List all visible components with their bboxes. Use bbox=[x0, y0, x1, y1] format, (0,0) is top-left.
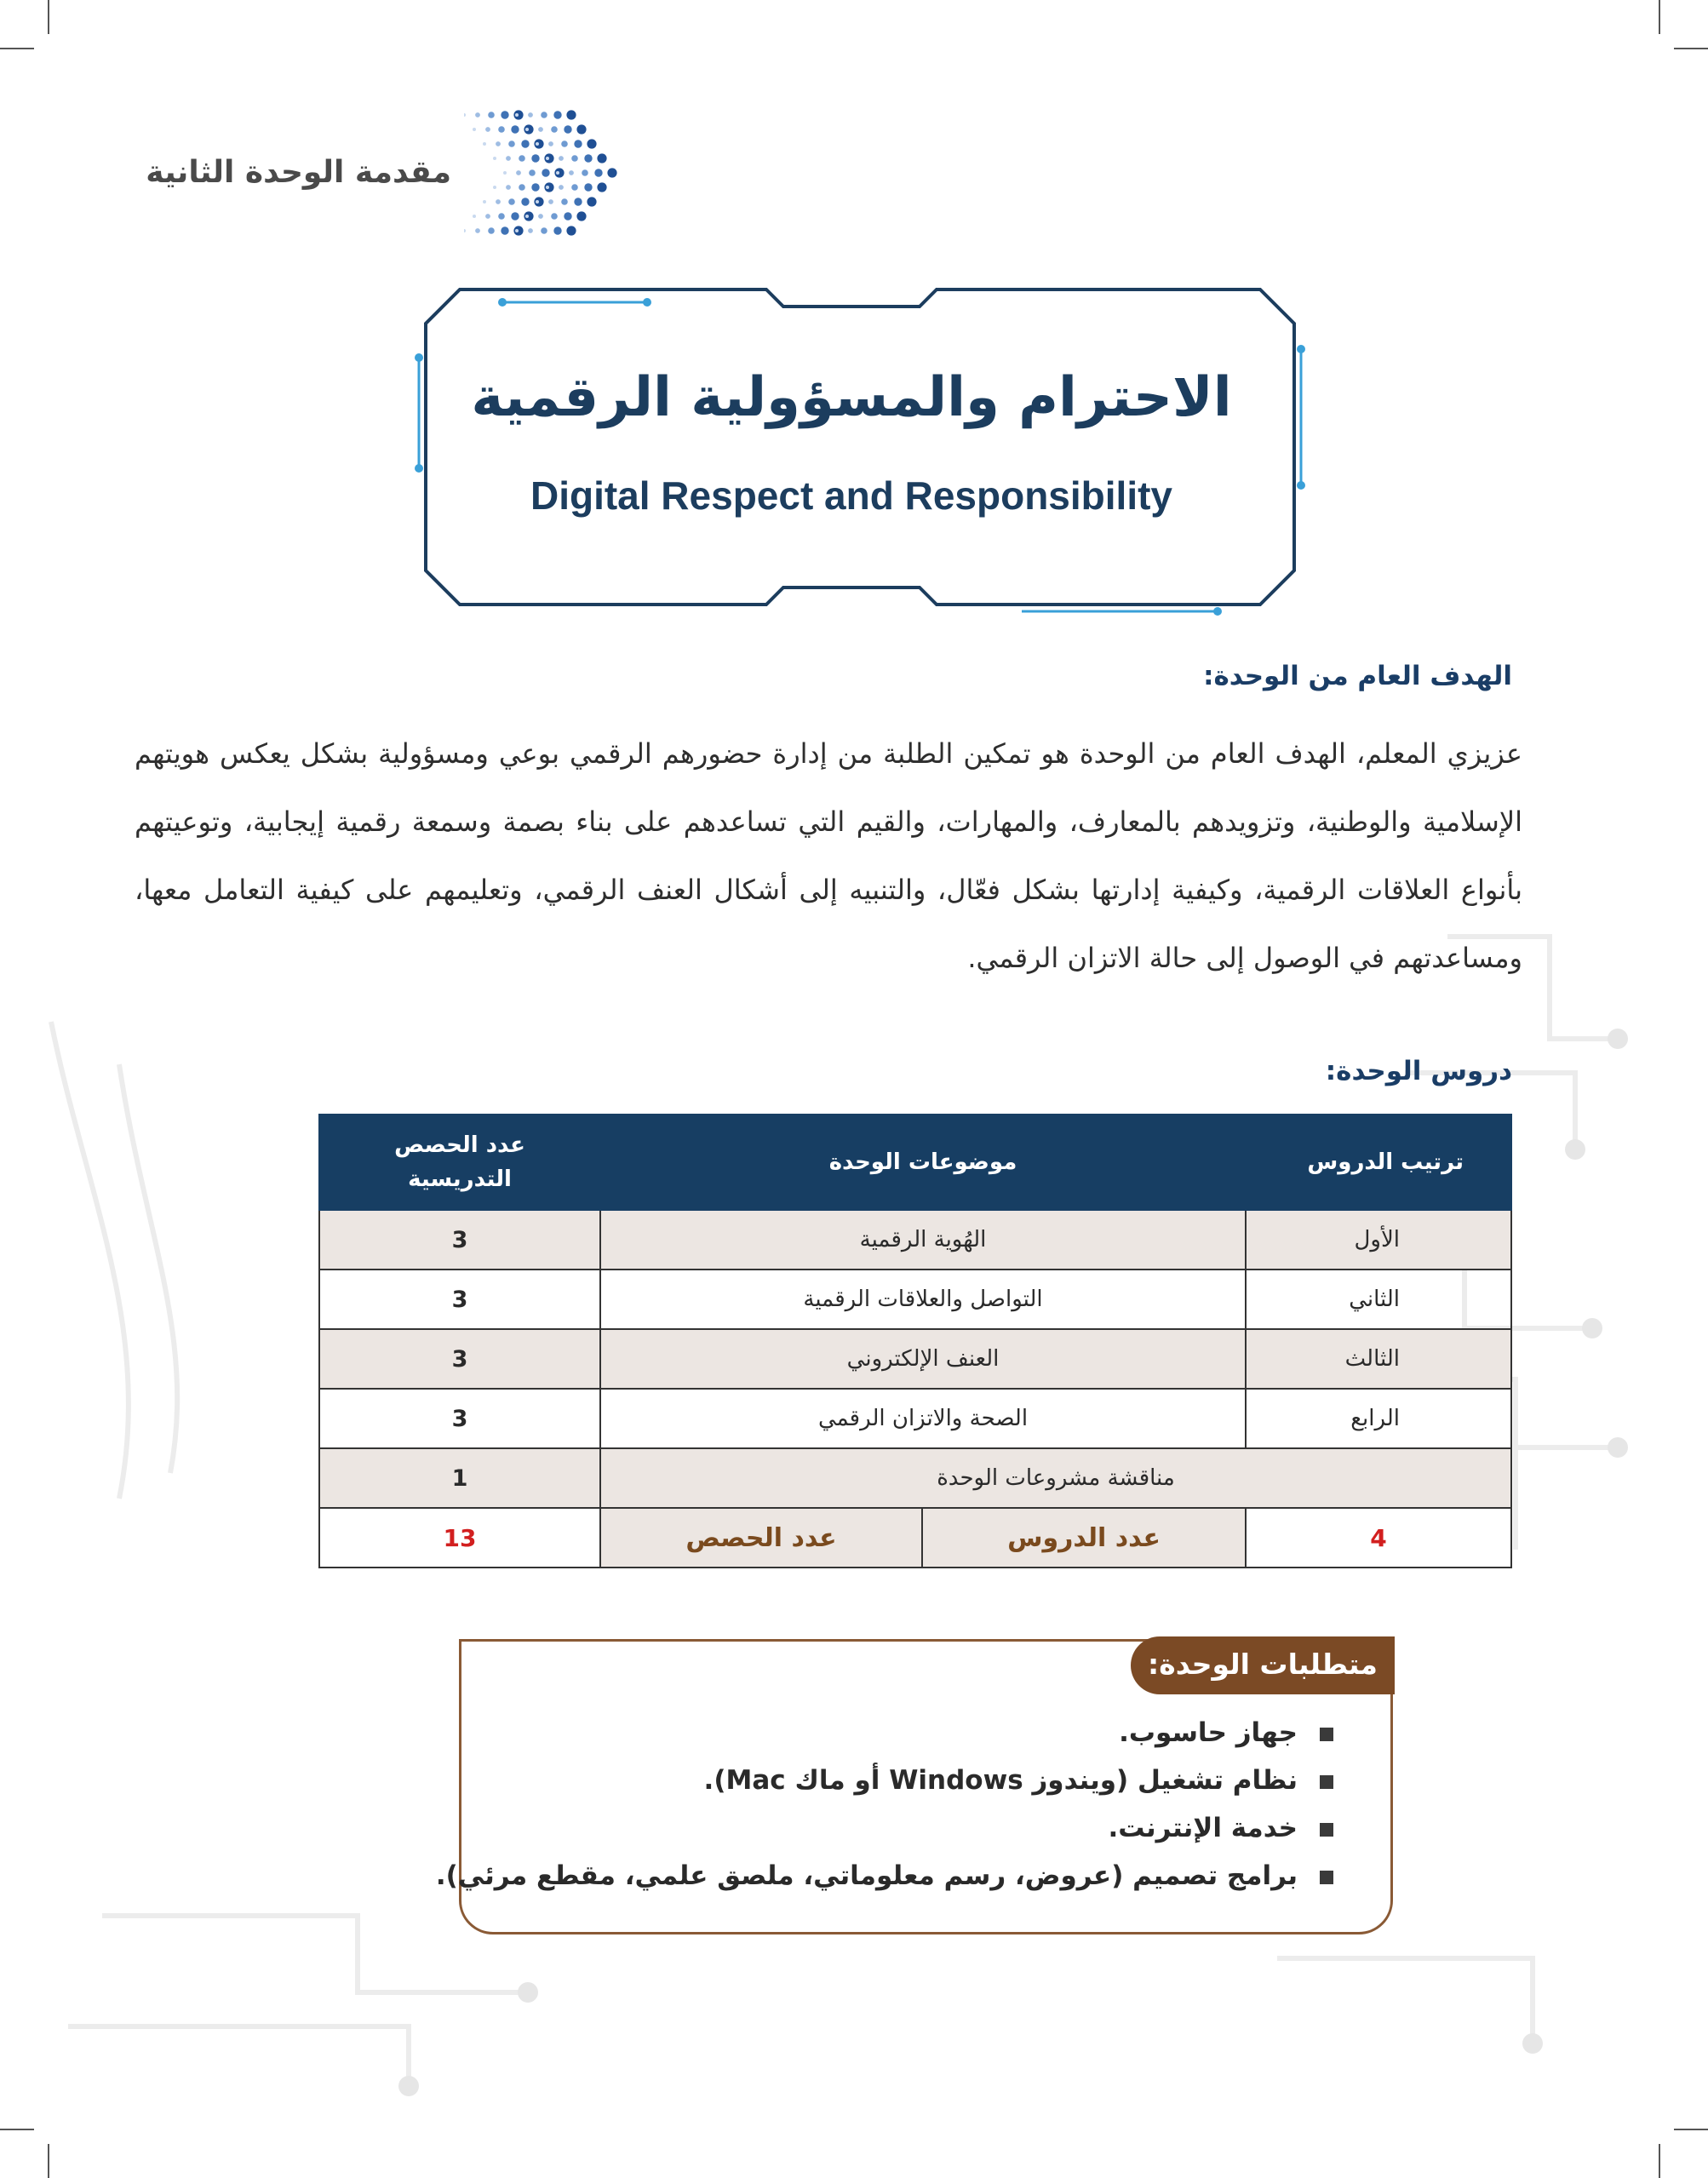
total-sessions-count: 13 bbox=[319, 1508, 600, 1568]
table-row bbox=[319, 1270, 1511, 1329]
table-row bbox=[319, 1389, 1511, 1448]
crop-mark bbox=[1659, 0, 1660, 34]
goal-heading: الهدف العام من الوحدة: bbox=[1203, 661, 1512, 691]
column-header: موضوعات الوحدة bbox=[600, 1115, 1246, 1210]
lessons-table bbox=[318, 1114, 1512, 1568]
square-bullet-icon bbox=[1320, 1823, 1333, 1837]
column-header: ترتيب الدروس bbox=[1246, 1115, 1511, 1210]
table-row-projects bbox=[319, 1448, 1511, 1508]
requirements-list bbox=[436, 1709, 1333, 1900]
square-bullet-icon bbox=[1320, 1728, 1333, 1741]
lessons-heading: دروس الوحدة: bbox=[1325, 1056, 1512, 1086]
crop-mark bbox=[1674, 48, 1708, 49]
lesson-topic: العنف الإلكتروني bbox=[600, 1329, 1246, 1389]
lesson-topic: الهُوية الرقمية bbox=[600, 1210, 1246, 1270]
table-row bbox=[319, 1210, 1511, 1270]
lesson-order: الثاني bbox=[1246, 1270, 1511, 1329]
goal-paragraph: عزيزي المعلم، الهدف العام من الوحدة هو تمكين الطلبة من إدارة حضورهم الرقمي بوعي ومسؤولية بشكل يعكس هويتهم الإسلامية والوطنية، وتزويدهم بالمعارف، والمهارات، والقيم التي تساعدهم على بناء بصمة وسمعة رقمية إيجابية، وتوعيتهم بأنواع العلاقات الرقمية، وكيفية إدارتها بشكل فعّال، والتنبيه إلى أشكال العنف الرقمي، وتعليمهم على كيفية التعامل معها، ومساعدتهم في الوصول إلى حالة الاتزان الرقمي. bbox=[135, 737, 1522, 974]
crop-mark bbox=[0, 2129, 34, 2130]
square-bullet-icon bbox=[1320, 1871, 1333, 1884]
lesson-order: الرابع bbox=[1246, 1389, 1511, 1448]
lesson-order: الثالث bbox=[1246, 1329, 1511, 1389]
crop-mark bbox=[1659, 2144, 1660, 2178]
lesson-sessions: 3 bbox=[319, 1389, 600, 1448]
list-item: نظام تشغيل (ويندوز Windows أو ماك Mac). bbox=[436, 1757, 1333, 1804]
table-row-totals bbox=[319, 1508, 1511, 1568]
table-row bbox=[319, 1329, 1511, 1389]
crop-mark bbox=[48, 2144, 49, 2178]
list-item: جهاز حاسوب. bbox=[436, 1709, 1333, 1757]
requirements-heading: متطلبات الوحدة: bbox=[1131, 1636, 1395, 1694]
chevron-arrows-icon bbox=[464, 100, 643, 245]
lesson-sessions: 3 bbox=[319, 1210, 600, 1270]
lesson-sessions: 3 bbox=[319, 1329, 600, 1389]
crop-mark bbox=[48, 0, 49, 34]
page-subtitle: Digital Respect and Responsibility bbox=[530, 473, 1173, 518]
lesson-order: الأول bbox=[1246, 1210, 1511, 1270]
square-bullet-icon bbox=[1320, 1775, 1333, 1789]
lesson-topic: التواصل والعلاقات الرقمية bbox=[600, 1270, 1246, 1329]
total-sessions-label: عدد الحصص bbox=[600, 1508, 922, 1568]
table-header-row bbox=[319, 1115, 1511, 1210]
lesson-sessions: 3 bbox=[319, 1270, 600, 1329]
projects-topic: مناقشة مشروعات الوحدة bbox=[600, 1448, 1511, 1508]
lesson-topic: الصحة والاتزان الرقمي bbox=[600, 1389, 1246, 1448]
total-lessons-label: عدد الدروس bbox=[922, 1508, 1246, 1568]
total-lessons-count: 4 bbox=[1246, 1508, 1511, 1568]
page-title: الاحترام والمسؤولية الرقمية bbox=[471, 366, 1232, 429]
column-header: عدد الحصص التدريسية bbox=[319, 1115, 600, 1210]
crop-mark bbox=[0, 48, 34, 49]
title-frame bbox=[409, 281, 1311, 622]
list-item: برامج تصميم (عروض، رسم معلوماتي، ملصق علمي، مقطع مرئي). bbox=[436, 1852, 1333, 1900]
crop-mark bbox=[1674, 2129, 1708, 2130]
projects-sessions: 1 bbox=[319, 1448, 600, 1508]
list-item: خدمة الإنترنت. bbox=[436, 1804, 1333, 1852]
unit-label: مقدمة الوحدة الثانية bbox=[146, 155, 451, 190]
